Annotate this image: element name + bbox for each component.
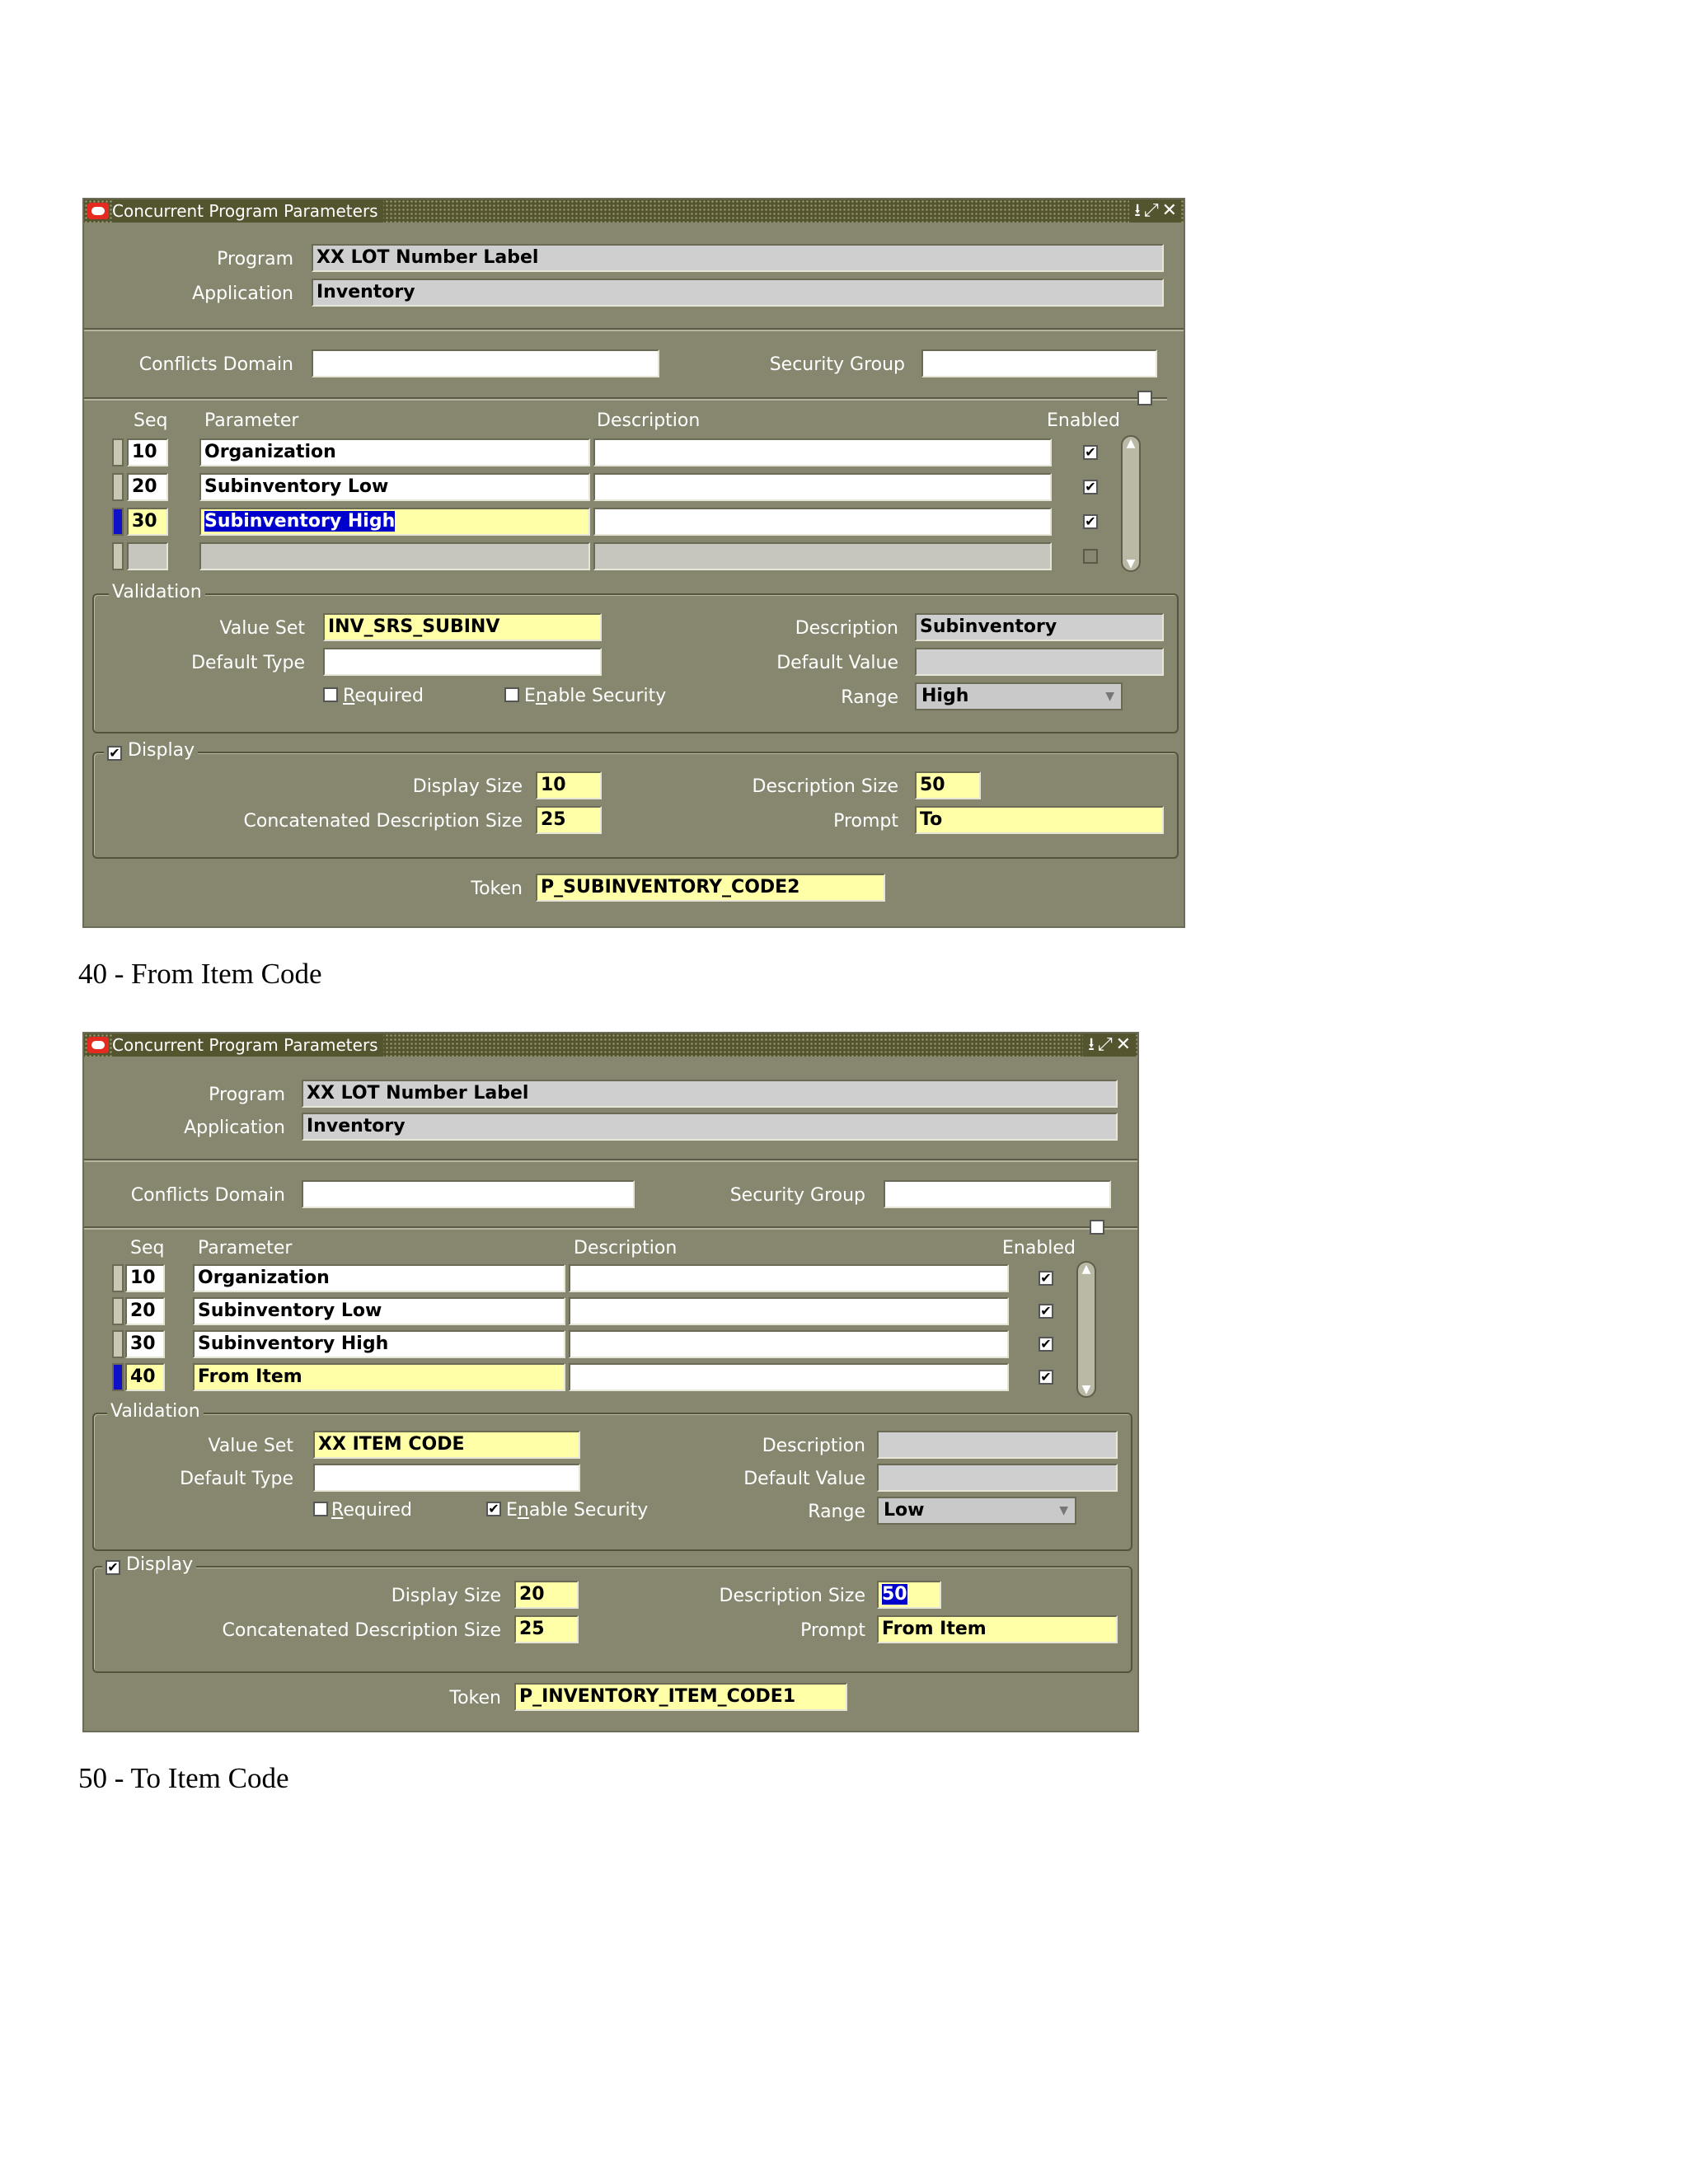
- enable-security-label: Enable Security: [506, 1500, 649, 1521]
- oracle-logo-icon: [87, 1037, 109, 1053]
- enabled-checkbox[interactable]: ✔: [1039, 1370, 1053, 1385]
- description-size-field[interactable]: 50: [915, 771, 981, 799]
- description-cell[interactable]: [593, 473, 1052, 501]
- token-label: Token: [449, 1688, 501, 1708]
- default-type-label: Default Type: [180, 1469, 293, 1489]
- dropdown-arrow-icon: ▼: [1105, 690, 1114, 703]
- window-control-icons[interactable]: ⭳⤢✕: [1129, 199, 1180, 223]
- seq-cell[interactable]: 10: [125, 1264, 165, 1292]
- display-legend: [102, 1554, 196, 1575]
- caption-from-item-code: 40 - From Item Code: [78, 958, 322, 990]
- default-value-field[interactable]: [877, 1464, 1118, 1492]
- description-field[interactable]: [877, 1431, 1118, 1459]
- validation-legend: Validation: [109, 582, 205, 602]
- description-cell[interactable]: [593, 438, 1052, 466]
- description-size-field[interactable]: [877, 1581, 941, 1609]
- enabled-checkbox[interactable]: ✔: [1083, 480, 1098, 494]
- parameter-cell[interactable]: [199, 508, 590, 536]
- parameter-header: Parameter: [198, 1238, 293, 1258]
- display-legend-label: Display: [128, 740, 195, 761]
- seq-cell[interactable]: 10: [127, 438, 168, 466]
- concatenated-description-size-label: Concatenated Description Size: [243, 811, 523, 832]
- application-label: Application: [184, 1118, 285, 1138]
- caption-to-item-code: 50 - To Item Code: [78, 1762, 289, 1794]
- toggle-box[interactable]: [1090, 1220, 1104, 1235]
- conflicts-domain-label: Conflicts Domain: [130, 1185, 285, 1206]
- concurrent-program-parameters-window-1: [82, 198, 1185, 928]
- security-group-field[interactable]: [884, 1180, 1111, 1208]
- seq-header: Seq: [134, 410, 168, 431]
- seq-cell[interactable]: [127, 542, 168, 570]
- window-titlebar[interactable]: [84, 1033, 1137, 1057]
- enabled-checkbox[interactable]: [1083, 549, 1098, 564]
- display-size-label: Display Size: [391, 1586, 501, 1606]
- description-header: Description: [574, 1238, 678, 1258]
- parameter-cell[interactable]: Organization: [193, 1264, 565, 1292]
- row-selector[interactable]: [112, 1297, 124, 1325]
- oracle-logo-icon: [87, 203, 109, 219]
- application-label: Application: [192, 284, 293, 304]
- description-size-label: Description Size: [752, 776, 898, 797]
- row-selector[interactable]: [112, 1264, 124, 1292]
- range-dropdown[interactable]: [915, 682, 1123, 710]
- row-selector[interactable]: [112, 473, 124, 501]
- window-control-icons[interactable]: ⭳⤢✕: [1083, 1033, 1134, 1057]
- description-cell[interactable]: [569, 1297, 1009, 1325]
- enable-security-label: Enable Security: [524, 686, 667, 706]
- program-label: Program: [217, 249, 293, 269]
- required-checkbox[interactable]: [313, 1502, 328, 1516]
- row-selector-current[interactable]: [112, 1363, 124, 1391]
- concatenated-description-size-field[interactable]: 25: [536, 806, 602, 834]
- divider: [84, 1159, 1137, 1162]
- display-size-field[interactable]: 10: [536, 771, 602, 799]
- description-label: Description: [762, 1436, 865, 1456]
- seq-header: Seq: [130, 1238, 165, 1258]
- program-label: Program: [209, 1085, 285, 1105]
- enabled-checkbox[interactable]: ✔: [1083, 445, 1098, 460]
- value-set-label: Value Set: [219, 618, 305, 639]
- row-selector-current[interactable]: [112, 508, 124, 536]
- description-cell[interactable]: [569, 1264, 1009, 1292]
- default-type-field[interactable]: [323, 648, 602, 676]
- security-group-field[interactable]: [921, 349, 1157, 377]
- divider: [84, 1226, 1137, 1230]
- application-field[interactable]: Inventory: [312, 279, 1164, 307]
- seq-cell[interactable]: 20: [127, 473, 168, 501]
- default-value-label: Default Value: [743, 1469, 865, 1489]
- row-selector[interactable]: [112, 438, 124, 466]
- required-label: Required: [331, 1500, 412, 1521]
- enable-security-checkbox[interactable]: [504, 687, 519, 702]
- default-value-label: Default Value: [776, 653, 898, 673]
- enabled-header: Enabled: [1047, 410, 1120, 431]
- application-field[interactable]: Inventory: [302, 1113, 1118, 1141]
- security-group-label: Security Group: [769, 354, 905, 375]
- enabled-checkbox[interactable]: ✔: [1039, 1271, 1053, 1286]
- enabled-checkbox[interactable]: ✔: [1039, 1304, 1053, 1319]
- token-field[interactable]: P_SUBINVENTORY_CODE2: [536, 874, 885, 902]
- display-legend: [104, 740, 198, 761]
- parameter-cell[interactable]: Subinventory Low: [193, 1297, 565, 1325]
- concurrent-program-parameters-window-2: [82, 1032, 1139, 1732]
- enabled-header: Enabled: [1002, 1238, 1076, 1258]
- default-type-label: Default Type: [191, 653, 305, 673]
- vertical-scrollbar[interactable]: [1121, 435, 1141, 572]
- range-dropdown[interactable]: [877, 1497, 1076, 1525]
- prompt-label: Prompt: [833, 811, 898, 832]
- parameter-cell[interactable]: From Item: [193, 1363, 565, 1391]
- divider: [84, 397, 1167, 401]
- token-field[interactable]: P_INVENTORY_ITEM_CODE1: [514, 1683, 847, 1711]
- range-value: Low: [884, 1500, 925, 1521]
- selected-text: 50: [882, 1584, 907, 1605]
- range-label: Range: [808, 1502, 865, 1522]
- security-group-label: Security Group: [729, 1185, 865, 1206]
- parameter-header: Parameter: [204, 410, 299, 431]
- parameter-cell[interactable]: [199, 542, 590, 570]
- parameter-cell[interactable]: Organization: [199, 438, 590, 466]
- description-label: Description: [795, 618, 898, 639]
- seq-cell[interactable]: 20: [125, 1297, 165, 1325]
- concatenated-description-size-label: Concatenated Description Size: [222, 1620, 501, 1641]
- display-checkbox[interactable]: ✔: [106, 1560, 120, 1575]
- value-set-label: Value Set: [208, 1436, 293, 1456]
- scroll-down-arrow-icon[interactable]: ▼: [1126, 557, 1136, 570]
- program-field[interactable]: XX LOT Number Label: [302, 1080, 1118, 1108]
- window-titlebar[interactable]: [84, 199, 1184, 223]
- required-checkbox[interactable]: [323, 687, 338, 702]
- vertical-scrollbar[interactable]: [1076, 1261, 1096, 1398]
- default-type-field[interactable]: [313, 1464, 580, 1492]
- row-selector[interactable]: [112, 1330, 124, 1358]
- prompt-field[interactable]: To: [915, 806, 1164, 834]
- dropdown-arrow-icon: ▼: [1059, 1504, 1068, 1517]
- display-legend-label: Display: [126, 1554, 194, 1575]
- description-header: Description: [597, 410, 701, 431]
- enabled-checkbox[interactable]: ✔: [1039, 1337, 1053, 1352]
- window-title: Concurrent Program Parameters: [112, 1033, 383, 1057]
- description-size-label: Description Size: [719, 1586, 865, 1606]
- description-field[interactable]: Subinventory: [915, 613, 1164, 641]
- value-set-field[interactable]: XX ITEM CODE: [313, 1431, 580, 1459]
- conflicts-domain-label: Conflicts Domain: [138, 354, 293, 375]
- conflicts-domain-field[interactable]: [312, 349, 659, 377]
- parameter-cell[interactable]: Subinventory High: [193, 1330, 565, 1358]
- default-value-field[interactable]: [915, 648, 1164, 676]
- enabled-checkbox[interactable]: ✔: [1083, 514, 1098, 529]
- scroll-up-arrow-icon[interactable]: ▲: [1081, 1263, 1091, 1276]
- token-label: Token: [471, 879, 523, 899]
- enable-security-checkbox[interactable]: ✔: [486, 1502, 501, 1516]
- prompt-label: Prompt: [800, 1620, 865, 1641]
- toggle-box[interactable]: [1137, 391, 1152, 405]
- program-field[interactable]: XX LOT Number Label: [312, 244, 1164, 272]
- seq-cell[interactable]: 30: [127, 508, 168, 536]
- seq-cell[interactable]: 40: [125, 1363, 165, 1391]
- prompt-field[interactable]: From Item: [877, 1615, 1118, 1643]
- description-cell[interactable]: [593, 508, 1052, 536]
- row-selector[interactable]: [112, 542, 124, 570]
- concatenated-description-size-field[interactable]: 25: [514, 1615, 579, 1643]
- range-label: Range: [841, 687, 898, 708]
- display-size-field[interactable]: 20: [514, 1581, 579, 1609]
- description-cell[interactable]: [569, 1330, 1009, 1358]
- window-title: Concurrent Program Parameters: [112, 199, 383, 223]
- parameter-cell[interactable]: Subinventory Low: [199, 473, 590, 501]
- required-label: Required: [343, 686, 424, 706]
- display-group: [92, 752, 1179, 859]
- value-set-field[interactable]: INV_SRS_SUBINV: [323, 613, 602, 641]
- validation-legend: Validation: [107, 1401, 204, 1422]
- conflicts-domain-field[interactable]: [302, 1180, 635, 1208]
- seq-cell[interactable]: 30: [125, 1330, 165, 1358]
- scroll-up-arrow-icon[interactable]: ▲: [1126, 437, 1136, 450]
- description-cell[interactable]: [593, 542, 1052, 570]
- description-cell[interactable]: [569, 1363, 1009, 1391]
- range-value: High: [921, 686, 969, 706]
- scroll-down-arrow-icon[interactable]: ▼: [1081, 1383, 1091, 1396]
- divider: [84, 328, 1184, 331]
- display-size-label: Display Size: [412, 776, 523, 797]
- selected-text: Subinventory High: [204, 511, 396, 532]
- display-checkbox[interactable]: ✔: [107, 746, 122, 761]
